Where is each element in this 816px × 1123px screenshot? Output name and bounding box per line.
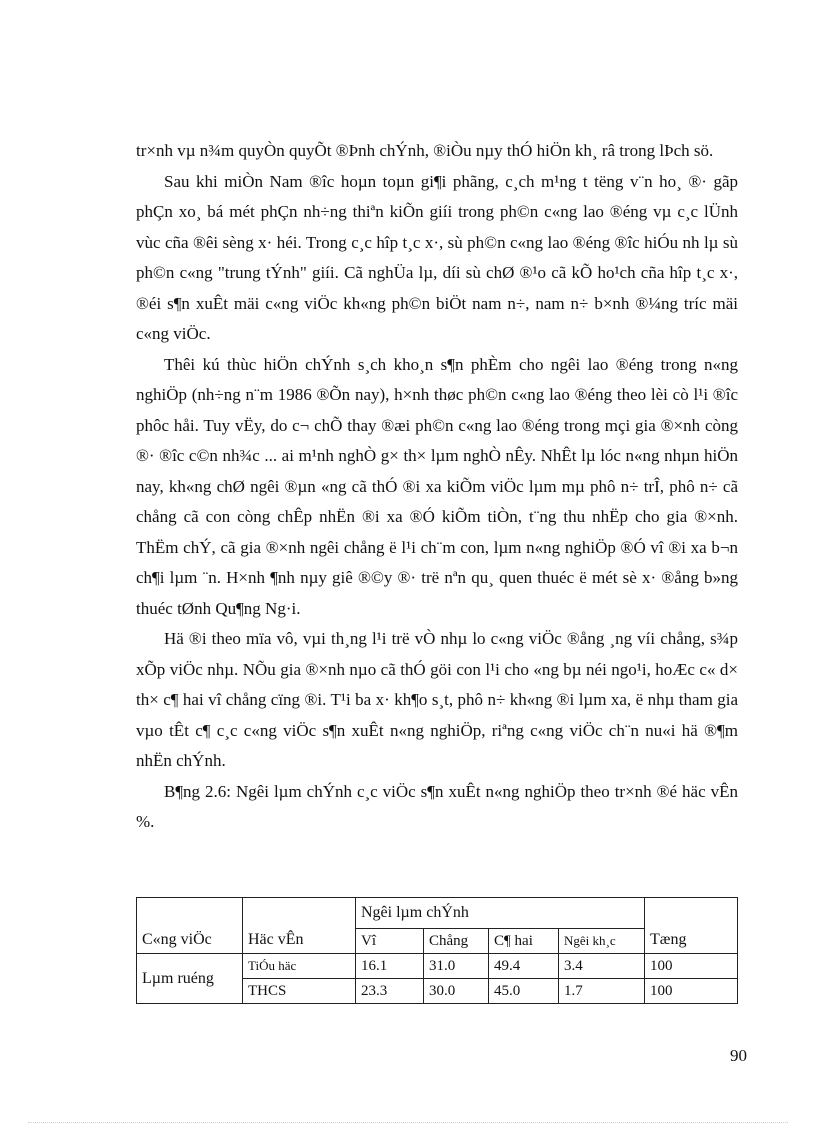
cell-other: 1.7 bbox=[559, 979, 645, 1004]
table-row bbox=[137, 954, 738, 979]
subheader-wife: Vî bbox=[356, 929, 424, 954]
cell-both: 45.0 bbox=[489, 979, 559, 1004]
paragraph-1: tr×nh vµ n¾m quyÒn quyÕt ®Þnh chÝnh, ®iÒu nµy thÓ hiÖn kh¸ râ trong lÞch sö. bbox=[136, 141, 714, 160]
row-education: THCS bbox=[243, 979, 356, 1004]
subheader-husband: Chång bbox=[424, 929, 489, 954]
table-caption: B¶ng 2.6: Ngêi lµm chÝnh c¸c viÖc s¶n xuÊt n«ng nghiÖp theo tr×nh ®é häc vÊn %. bbox=[136, 781, 738, 831]
header-education: Häc vÊn bbox=[243, 898, 356, 954]
header-total: Tæng bbox=[645, 898, 738, 954]
table-header-row bbox=[137, 898, 738, 929]
header-main-worker: Ngêi lµm chÝnh bbox=[356, 898, 645, 929]
paragraph-4: Hä ®i theo mïa vô, vµi th¸ng l¹i trë vÒ nhµ lo c«ng viÖc ®ång ¸ng víi chång, s¾p xÕp viÖc nhµ. NÕu gia ®×nh nµo cã thÓ göi con l¹i cho «ng bµ néi ngo¹i, hoÆc c« d× th× c¶ hai vî chång cïng ®i. T¹i ba x· kh¶o s¸t, phô n÷ kh«ng ®i lµm xa, ë nhµ tham gia vµo tÊt c¶ c¸c c«ng viÖc s¶n xuÊt n«ng nghiÖp, riªng c«ng viÖc ch¨n nu«i hä ®¶m nhËn chÝnh. bbox=[136, 629, 738, 770]
page-number: 90 bbox=[730, 1046, 747, 1065]
cell-wife: 16.1 bbox=[356, 954, 424, 979]
paragraph-2: Sau khi miÒn Nam ®îc hoµn toµn gi¶i phãng, c¸ch m¹ng t tëng v¨n ho¸ ®· gãp phÇn xo¸ bá mét phÇn nh÷ng thiªn kiÕn giíi trong ph©n c«ng lao ®éng vµ c¸c lÜnh vùc cña ®êi sèng x· héi. Trong c¸c hîp t¸c x·, sù ph©n c«ng lao ®éng ®îc hiÓu nh lµ sù ph©n c«ng "trung tÝnh" giíi. Cã nghÜa lµ, díi sù chØ ®¹o cã kÕ ho¹ch cña hîp t¸c x·, ®éi s¶n xuÊt mäi c«ng viÖc kh«ng ph©n biÖt nam n÷, nam n÷ b×nh ®¼ng tríc mäi c«ng viÖc. bbox=[136, 171, 738, 343]
cell-total: 100 bbox=[645, 954, 738, 979]
cell-husband: 30.0 bbox=[424, 979, 489, 1004]
row-education: TiÓu häc bbox=[243, 954, 356, 979]
cell-husband: 31.0 bbox=[424, 954, 489, 979]
subheader-both: C¶ hai bbox=[489, 929, 559, 954]
subheader-other: Ngêi kh¸c bbox=[559, 929, 645, 954]
cell-total: 100 bbox=[645, 979, 738, 1004]
education-table bbox=[136, 897, 738, 1004]
cell-both: 49.4 bbox=[489, 954, 559, 979]
cell-wife: 23.3 bbox=[356, 979, 424, 1004]
header-work: C«ng viÖc bbox=[137, 898, 243, 954]
category-farming: Lµm ruéng bbox=[137, 954, 243, 1004]
cell-other: 3.4 bbox=[559, 954, 645, 979]
body-text bbox=[136, 136, 738, 838]
paragraph-3: Thêi kú thùc hiÖn chÝnh s¸ch kho¸n s¶n phÈm cho ngêi lao ®éng trong n«ng nghiÖp (nh÷ng n¨m 1986 ®Õn nay), h×nh thøc ph©n c«ng lao ®éng theo lèi cò l¹i ®îc phôc håi. Tuy vËy, do c¬ chÕ thay ®æi ph©n c«ng lao ®éng trong mçi gia ®×nh còng ®· ®îc c©n nh¾c ... ai m¹nh nghÒ g× th× lµm nghÒ nÊy. NhÊt lµ lóc n«ng nhµn hiÖn nay, kh«ng chØ ngêi ®µn «ng cã thÓ ®i xa kiÕm viÖc lµm mµ phô n÷ trÎ, phô n÷ cã chång cã con còng chÊp nhËn ®i xa ®Ó kiÕm tiÒn, t¨ng thu nhËp cho gia ®×nh. ThËm chÝ, cã gia ®×nh ngêi chång ë l¹i ch¨m con, lµm n«ng nghiÖp ®Ó vî ®i xa b¬n ch¶i lµm ¨n. H×nh ¶nh nµy giê ®©y ®· trë nªn qu¸ quen thuéc ë mét sè x· ®ång b»ng thuéc tØnh Qu¶ng Ng·i. bbox=[136, 354, 738, 618]
